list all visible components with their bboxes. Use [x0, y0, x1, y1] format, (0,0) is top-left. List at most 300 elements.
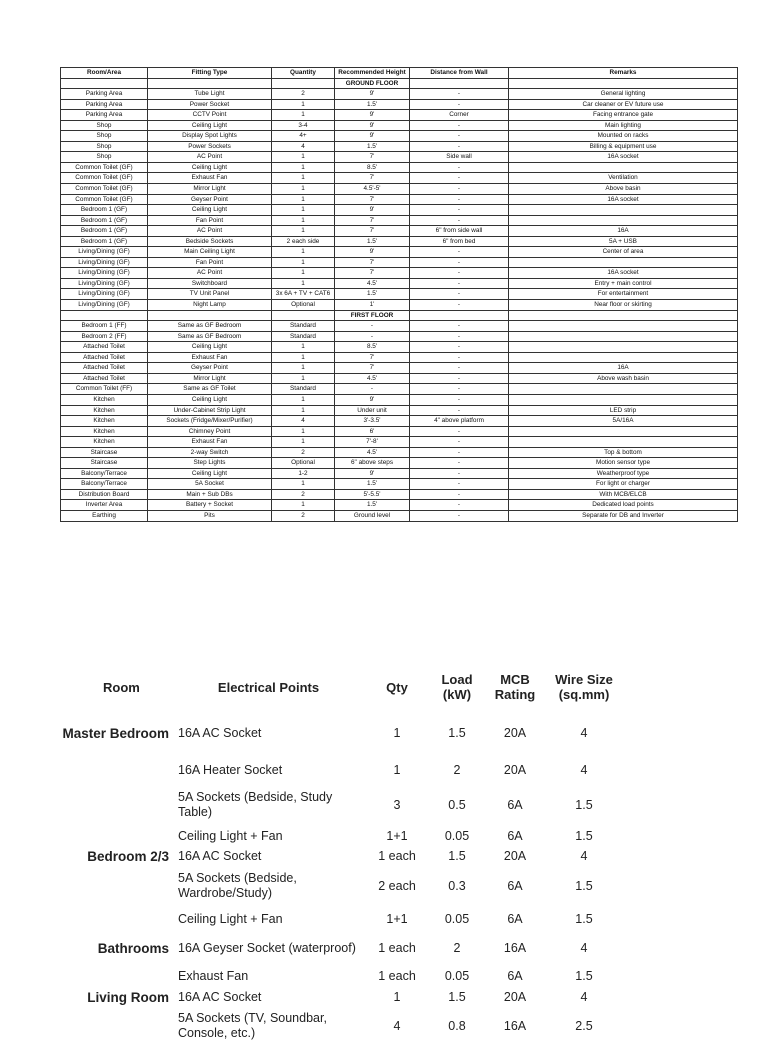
table-cell: 1	[272, 363, 335, 374]
room-name	[0, 756, 175, 784]
table-cell: 2	[272, 447, 335, 458]
table-cell: Ventilation	[509, 173, 738, 184]
table-cell: Attached Toilet	[61, 373, 148, 384]
table-cell: Pits	[148, 510, 272, 521]
table-cell	[509, 331, 738, 342]
table-cell: 6A	[507, 878, 523, 893]
table-cell: 1	[272, 405, 335, 416]
table-cell: Common Toilet (GF)	[61, 194, 148, 205]
table-cell: -	[410, 342, 509, 353]
table-cell: 3-4	[272, 120, 335, 131]
table-cell: -	[410, 89, 509, 100]
table-cell: -	[410, 458, 509, 469]
table-cell: Living/Dining (GF)	[61, 268, 148, 279]
table-cell: General lighting	[509, 89, 738, 100]
table-cell: Ceiling Light	[148, 342, 272, 353]
table-row	[61, 300, 738, 311]
table-cell: 0.05	[444, 911, 470, 926]
table-cell: Power Sockets	[148, 141, 272, 152]
table-cell: Corner	[410, 110, 509, 121]
table-cell: Ceiling Light	[148, 120, 272, 131]
table-cell: 2	[272, 89, 335, 100]
table-cell: 4	[580, 848, 588, 863]
table-cell: 16A	[509, 226, 738, 237]
table-cell: -	[410, 300, 509, 311]
table-cell: -	[410, 352, 509, 363]
table-cell: 1	[272, 437, 335, 448]
table-cell: Staircase	[61, 447, 148, 458]
table-cell: Main Ceiling Light	[148, 247, 272, 258]
table-cell: 7'	[335, 352, 410, 363]
room-name	[0, 964, 175, 988]
table-cell	[509, 162, 738, 173]
table-row	[61, 363, 738, 374]
table-cell: 5A Sockets (Bedside, Study Table)	[178, 790, 333, 819]
table-row	[61, 152, 738, 163]
table-cell: 3x 6A + TV + CAT6	[272, 289, 335, 300]
table-row	[0, 1006, 620, 1046]
room-name	[0, 866, 175, 906]
table-cell: 1	[272, 257, 335, 268]
col-header: Distance from Wall	[410, 68, 509, 79]
table-cell: Common Toilet (GF)	[61, 173, 148, 184]
table-cell: -	[410, 405, 509, 416]
table-row	[0, 988, 620, 1006]
table-cell: 1	[393, 762, 401, 777]
col-header: Fitting Type	[148, 68, 272, 79]
col-header: Load (kW)	[441, 672, 473, 702]
table-cell: Mounted on racks	[509, 131, 738, 142]
table-cell: 16A	[503, 1018, 527, 1033]
table-cell: Common Toilet (GF)	[61, 162, 148, 173]
table-cell: 4.5'	[335, 278, 410, 289]
table-row	[61, 342, 738, 353]
table-cell: 4	[580, 725, 588, 740]
table-cell: Fan Point	[148, 257, 272, 268]
fittings-table	[60, 67, 738, 522]
table-cell: Under-Cabinet Strip Light	[148, 405, 272, 416]
table-cell: 16A socket	[509, 194, 738, 205]
table-cell: -	[410, 394, 509, 405]
table-cell: 0.3	[448, 878, 466, 893]
table-row	[0, 826, 620, 846]
table-cell: TV Unit Panel	[148, 289, 272, 300]
table-cell: Above basin	[509, 184, 738, 195]
table-cell: 5A/16A	[509, 416, 738, 427]
table-cell: -	[410, 363, 509, 374]
table-cell: -	[410, 426, 509, 437]
room-name: Master Bedroom	[62, 725, 169, 741]
table-cell: Kitchen	[61, 416, 148, 427]
load-table-body	[0, 710, 620, 1046]
table-cell: 7'	[335, 363, 410, 374]
table-cell: Attached Toilet	[61, 352, 148, 363]
table-cell: 6A	[507, 968, 523, 983]
table-cell: 1	[272, 173, 335, 184]
table-cell: 1	[272, 426, 335, 437]
table-cell: 7'	[335, 173, 410, 184]
table-cell: Attached Toilet	[61, 342, 148, 353]
table-cell: Bedroom 1 (GF)	[61, 226, 148, 237]
table-cell: 6A	[507, 911, 523, 926]
table-cell: 0.8	[448, 1018, 466, 1033]
room-name	[0, 826, 175, 846]
table-cell	[509, 437, 738, 448]
table-cell: Exhaust Fan	[148, 437, 272, 448]
table-cell: Living/Dining (GF)	[61, 247, 148, 258]
table-cell: Ceiling Light	[148, 468, 272, 479]
table-cell: Fan Point	[148, 215, 272, 226]
table-cell: Ceiling Light + Fan	[178, 911, 283, 926]
table-row	[61, 162, 738, 173]
table-row	[61, 215, 738, 226]
table-cell: 7'	[335, 268, 410, 279]
table-cell: 7'	[335, 152, 410, 163]
table-row	[61, 510, 738, 521]
col-header: Qty	[386, 679, 408, 695]
table-cell: 1.5'	[335, 289, 410, 300]
table-cell: -	[410, 162, 509, 173]
table-cell	[509, 384, 738, 395]
table-cell: -	[410, 384, 509, 395]
fittings-header-row	[61, 68, 738, 79]
table-cell: 1.5	[575, 968, 593, 983]
table-cell: Shop	[61, 120, 148, 131]
table-row	[61, 321, 738, 332]
table-cell: 3	[393, 797, 401, 812]
table-cell: 5'-5.5'	[335, 489, 410, 500]
table-cell: 0.05	[444, 828, 470, 843]
table-cell: -	[410, 489, 509, 500]
section-empty-cell	[509, 78, 738, 89]
table-cell: Shop	[61, 141, 148, 152]
table-cell: Ceiling Light	[148, 162, 272, 173]
table-row	[0, 784, 620, 826]
room-name: Living Room	[87, 989, 169, 1005]
table-cell: 1.5'	[335, 99, 410, 110]
table-row	[61, 373, 738, 384]
table-cell: Shop	[61, 131, 148, 142]
table-cell: 9'	[335, 205, 410, 216]
section-empty-cell	[272, 310, 335, 321]
table-row	[61, 352, 738, 363]
room-name	[0, 1006, 175, 1046]
table-row	[61, 226, 738, 237]
table-cell: -	[410, 173, 509, 184]
table-cell: 1'	[335, 300, 410, 311]
table-cell: 1-2	[272, 468, 335, 479]
table-cell: For entertainment	[509, 289, 738, 300]
table-cell	[509, 426, 738, 437]
table-cell: 9'	[335, 120, 410, 131]
load-table	[0, 664, 620, 1046]
table-cell: 3'-3.5'	[335, 416, 410, 427]
table-cell: Motion sensor type	[509, 458, 738, 469]
table-row	[61, 268, 738, 279]
table-cell: 2	[453, 940, 461, 955]
table-cell: 16A	[509, 363, 738, 374]
table-cell: Battery + Socket	[148, 500, 272, 511]
section-empty-cell	[148, 310, 272, 321]
table-row	[61, 426, 738, 437]
table-row	[61, 205, 738, 216]
table-cell: Earthing	[61, 510, 148, 521]
table-cell: -	[410, 278, 509, 289]
table-cell: Billing & equipment use	[509, 141, 738, 152]
table-row	[61, 89, 738, 100]
table-cell: 9'	[335, 247, 410, 258]
table-cell: Tube Light	[148, 89, 272, 100]
room-name: Bathrooms	[97, 940, 169, 956]
table-cell: 1 each	[378, 968, 416, 983]
table-cell: 1.5	[448, 848, 466, 863]
table-cell: 1	[272, 110, 335, 121]
table-cell: -	[410, 131, 509, 142]
table-cell: 2	[272, 489, 335, 500]
table-cell: 9'	[335, 110, 410, 121]
table-cell: 9'	[335, 468, 410, 479]
table-cell: Near floor or skirting	[509, 300, 738, 311]
table-cell: -	[410, 479, 509, 490]
table-cell: 1	[272, 342, 335, 353]
table-row	[0, 964, 620, 988]
col-header: MCB Rating	[494, 672, 536, 702]
table-cell: Exhaust Fan	[148, 173, 272, 184]
table-cell: -	[410, 247, 509, 258]
col-header: Room/Area	[61, 68, 148, 79]
table-cell: Living/Dining (GF)	[61, 278, 148, 289]
table-cell: -	[410, 257, 509, 268]
table-cell: 4.5'	[335, 447, 410, 458]
table-row	[61, 120, 738, 131]
table-cell: -	[410, 99, 509, 110]
table-cell: 5A + USB	[509, 236, 738, 247]
table-cell: Balcony/Terrace	[61, 468, 148, 479]
table-cell: 16A	[503, 940, 527, 955]
table-cell: Balcony/Terrace	[61, 479, 148, 490]
section-title: FIRST FLOOR	[335, 310, 410, 321]
table-cell	[509, 205, 738, 216]
table-row	[0, 756, 620, 784]
table-cell: -	[410, 437, 509, 448]
table-cell: 1	[272, 99, 335, 110]
table-row	[61, 331, 738, 342]
table-cell: 9'	[335, 131, 410, 142]
table-cell: 1.5'	[335, 479, 410, 490]
table-cell: 1	[393, 725, 401, 740]
table-row	[61, 458, 738, 469]
table-cell: Mirror Light	[148, 373, 272, 384]
table-cell: -	[410, 331, 509, 342]
table-cell: Power Socket	[148, 99, 272, 110]
table-cell	[509, 257, 738, 268]
table-cell: Step Lights	[148, 458, 272, 469]
table-cell: Exhaust Fan	[148, 352, 272, 363]
table-cell: -	[335, 321, 410, 332]
table-cell: -	[410, 447, 509, 458]
table-cell: 9'	[335, 394, 410, 405]
load-header-row	[0, 664, 620, 710]
table-cell: Kitchen	[61, 437, 148, 448]
table-cell: 7'	[335, 194, 410, 205]
table-cell: LED strip	[509, 405, 738, 416]
table-cell: Optional	[272, 300, 335, 311]
table-cell: With MCB/ELCB	[509, 489, 738, 500]
table-cell: 1	[272, 268, 335, 279]
table-cell: 1.5'	[335, 236, 410, 247]
table-cell: -	[410, 184, 509, 195]
table-row	[0, 932, 620, 964]
table-cell: 16A Geyser Socket (waterproof)	[178, 940, 356, 955]
table-row	[61, 447, 738, 458]
table-row	[61, 468, 738, 479]
table-cell	[509, 215, 738, 226]
table-cell: -	[410, 321, 509, 332]
table-cell: For light or charger	[509, 479, 738, 490]
table-cell: Parking Area	[61, 110, 148, 121]
table-cell: Ceiling Light + Fan	[178, 828, 283, 843]
section-empty-cell	[509, 310, 738, 321]
table-cell: Switchboard	[148, 278, 272, 289]
table-cell: 16A AC Socket	[178, 848, 262, 863]
table-cell: 1	[272, 226, 335, 237]
table-cell: 1	[272, 373, 335, 384]
table-cell: -	[410, 510, 509, 521]
table-cell: Display Spot Lights	[148, 131, 272, 142]
room-name: Bedroom 2/3	[87, 848, 169, 864]
table-cell: Standard	[272, 321, 335, 332]
col-header: Electrical Points	[217, 679, 320, 695]
table-cell: 1	[272, 215, 335, 226]
table-cell: 4	[580, 940, 588, 955]
table-cell: 1.5'	[335, 141, 410, 152]
table-cell: 1.5	[575, 911, 593, 926]
table-cell: 1	[272, 184, 335, 195]
table-cell: Separate for DB and Inverter	[509, 510, 738, 521]
table-cell: 4	[272, 416, 335, 427]
table-cell: Kitchen	[61, 394, 148, 405]
table-cell: Same as GF Toilet	[148, 384, 272, 395]
table-cell: 2.5	[575, 1018, 593, 1033]
table-cell: 1.5'	[335, 500, 410, 511]
table-cell: Living/Dining (GF)	[61, 257, 148, 268]
table-row	[61, 384, 738, 395]
table-cell: 6A	[507, 797, 523, 812]
table-cell: 1	[272, 162, 335, 173]
table-cell: Ceiling Light	[148, 394, 272, 405]
table-cell: Main + Sub DBs	[148, 489, 272, 500]
table-cell: Standard	[272, 331, 335, 342]
table-cell: 1	[272, 394, 335, 405]
table-cell: Bedroom 1 (GF)	[61, 215, 148, 226]
table-cell: 1.5	[575, 878, 593, 893]
table-cell: -	[410, 468, 509, 479]
table-cell: Mirror Light	[148, 184, 272, 195]
table-row	[0, 866, 620, 906]
table-cell: 1.5	[575, 828, 593, 843]
table-cell: 0.5	[448, 797, 466, 812]
table-cell: AC Point	[148, 268, 272, 279]
table-cell: 1	[272, 194, 335, 205]
table-row	[61, 173, 738, 184]
table-cell: 6'	[335, 426, 410, 437]
table-cell: 1	[393, 989, 401, 1004]
table-cell: 5A Socket	[148, 479, 272, 490]
table-cell: 1.5	[448, 989, 466, 1004]
table-cell: 4.5'	[335, 373, 410, 384]
table-row	[0, 710, 620, 756]
section-empty-cell	[410, 78, 509, 89]
table-cell: 16A socket	[509, 268, 738, 279]
section-header-row	[61, 310, 738, 321]
table-cell: 20A	[503, 848, 527, 863]
table-cell: 6" above steps	[335, 458, 410, 469]
table-cell: 6" from side wall	[410, 226, 509, 237]
table-cell: 20A	[503, 725, 527, 740]
table-cell: Kitchen	[61, 426, 148, 437]
col-header: Room	[103, 679, 140, 695]
table-cell: 1	[272, 479, 335, 490]
table-row	[61, 184, 738, 195]
table-cell: 1.5	[448, 725, 466, 740]
table-cell: 1	[272, 205, 335, 216]
table-cell: -	[335, 384, 410, 395]
table-row	[61, 257, 738, 268]
table-cell: -	[410, 500, 509, 511]
table-cell: -	[410, 205, 509, 216]
table-cell: 9'	[335, 89, 410, 100]
table-cell: Sockets (Fridge/Mixer/Purifier)	[148, 416, 272, 427]
col-header: Recommended Height	[335, 68, 410, 79]
table-cell: 4" above platform	[410, 416, 509, 427]
table-cell: Living/Dining (GF)	[61, 289, 148, 300]
table-cell: Dedicated load points	[509, 500, 738, 511]
table-row	[0, 846, 620, 866]
table-row	[61, 500, 738, 511]
col-header: Quantity	[272, 68, 335, 79]
table-cell: 2 each	[378, 878, 416, 893]
table-cell: 6" from bed	[410, 236, 509, 247]
table-cell: Distribution Board	[61, 489, 148, 500]
table-cell: 7'	[335, 226, 410, 237]
table-row	[61, 437, 738, 448]
table-cell: 8.5'	[335, 162, 410, 173]
table-cell: Car cleaner or EV future use	[509, 99, 738, 110]
section-empty-cell	[148, 78, 272, 89]
table-cell: AC Point	[148, 226, 272, 237]
table-cell: Bedroom 1 (GF)	[61, 236, 148, 247]
table-cell: Optional	[272, 458, 335, 469]
table-cell: Side wall	[410, 152, 509, 163]
section-empty-cell	[410, 310, 509, 321]
table-cell: 4	[580, 989, 588, 1004]
table-cell: Same as GF Bedroom	[148, 331, 272, 342]
table-cell: Ceiling Light	[148, 205, 272, 216]
table-cell: Entry + main control	[509, 278, 738, 289]
table-cell: Geyser Point	[148, 363, 272, 374]
table-cell: Attached Toilet	[61, 363, 148, 374]
table-cell: Ground level	[335, 510, 410, 521]
table-row	[61, 194, 738, 205]
section-empty-cell	[61, 310, 148, 321]
table-cell: Geyser Point	[148, 194, 272, 205]
table-cell: 20A	[503, 989, 527, 1004]
table-cell: Common Toilet (FF)	[61, 384, 148, 395]
table-cell: 6A	[507, 828, 523, 843]
section-empty-cell	[272, 78, 335, 89]
table-cell: -	[410, 373, 509, 384]
table-cell: 1 each	[378, 940, 416, 955]
